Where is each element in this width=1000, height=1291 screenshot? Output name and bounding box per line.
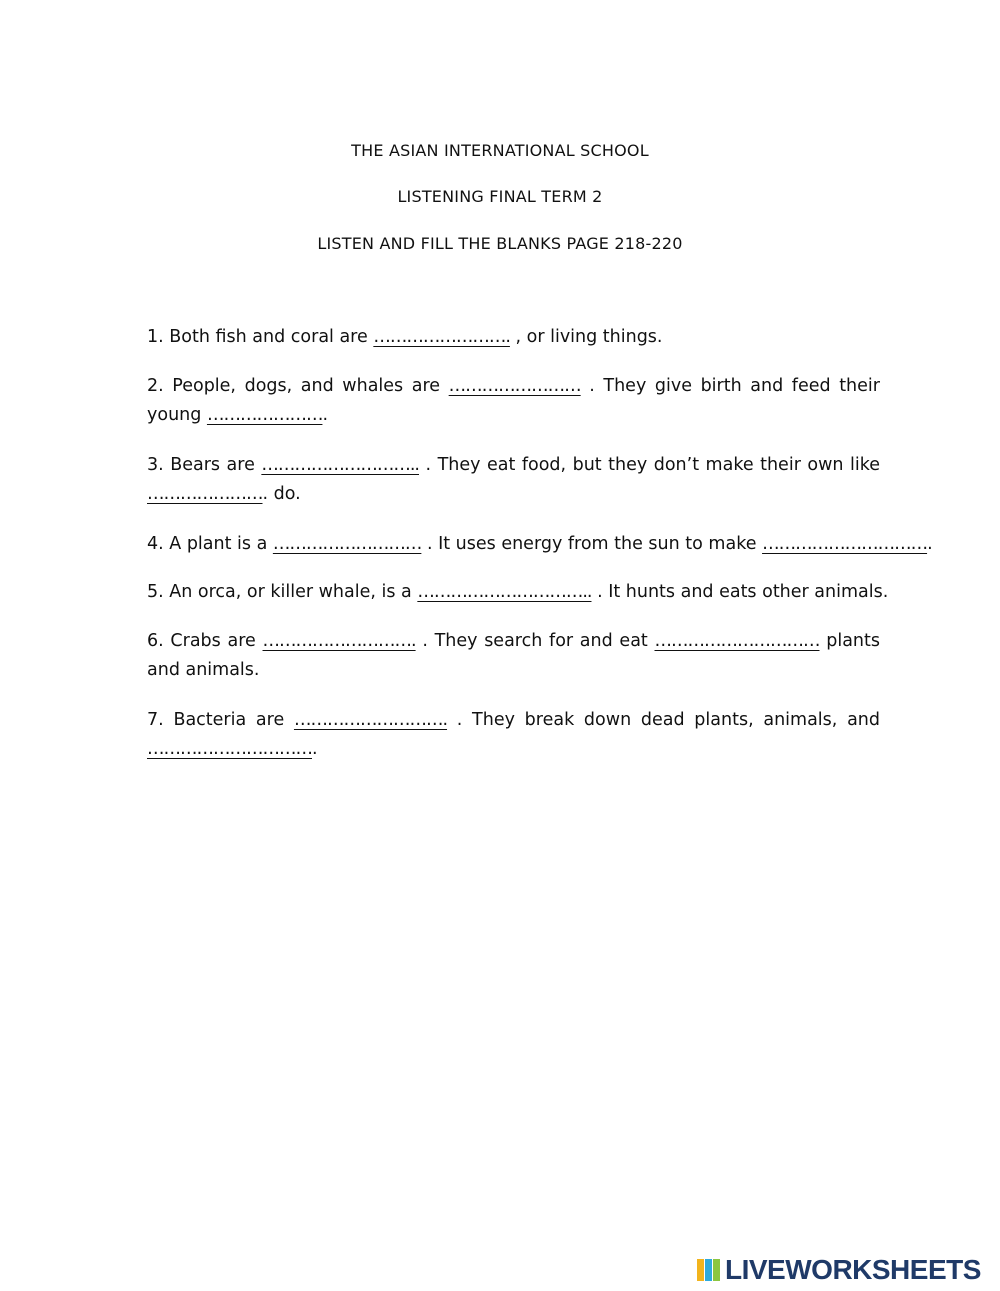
question-number: 7. — [147, 710, 164, 730]
question-text: A plant is a — [169, 534, 268, 554]
answer-blank-3b[interactable]: ………………… — [147, 484, 263, 504]
question-number: 3. — [147, 455, 164, 475]
question-text: People, dogs, and whales are — [172, 376, 441, 396]
brand-mark-icon — [697, 1259, 721, 1281]
question-text: , or living things. — [515, 327, 663, 347]
question-text: . They eat food, but they don’t make their own like — [425, 455, 880, 475]
question-2 — [147, 372, 880, 430]
question-text: An orca, or killer whale, is a — [169, 582, 412, 602]
question-text: Both fish and coral are — [169, 327, 368, 347]
instruction-line: LISTEN AND FILL THE BLANKS PAGE 218-220 — [317, 234, 683, 253]
liveworksheets-logo[interactable] — [697, 1255, 981, 1285]
question-number: 5. — [147, 582, 164, 602]
answer-blank-7a[interactable]: ………………………. — [293, 710, 448, 730]
question-5 — [147, 578, 889, 607]
question-number: 6. — [147, 631, 164, 651]
test-title: LISTENING FINAL TERM 2 — [397, 187, 603, 206]
answer-blank-6b[interactable]: ………………………… — [654, 631, 820, 651]
answer-blank-4a[interactable]: ……………………… — [272, 534, 422, 554]
answer-blank-2b[interactable]: ………………… — [206, 405, 323, 425]
question-text: . It hunts and eats other animals. — [597, 582, 889, 602]
brand-mark-bar — [705, 1259, 712, 1281]
question-number: 4. — [147, 534, 164, 554]
answer-blank-2a[interactable]: …………………… — [448, 376, 581, 396]
question-1 — [147, 323, 880, 352]
brand-mark-bar — [697, 1259, 704, 1281]
question-text: . — [927, 534, 933, 554]
question-text: . do. — [262, 484, 301, 504]
answer-blank-7b[interactable]: ………………………… — [147, 739, 312, 759]
question-4 — [147, 530, 933, 559]
answer-blank-3a[interactable]: ……………………….. — [261, 455, 419, 475]
answer-blank-6a[interactable]: ………………………. — [262, 631, 416, 651]
question-text: . It uses energy from the sun to make — [426, 534, 757, 554]
question-text: Bacteria are — [173, 710, 285, 730]
question-text: Bears are — [170, 455, 255, 475]
question-text: plants and animals. — [147, 631, 880, 680]
question-text: . — [312, 739, 318, 759]
school-name: THE ASIAN INTERNATIONAL SCHOOL — [351, 141, 649, 160]
question-text: . They search for and eat — [422, 631, 648, 651]
question-3 — [147, 451, 880, 509]
question-text: . They give birth and feed their young — [147, 376, 880, 425]
question-7 — [147, 706, 880, 764]
question-number: 2. — [147, 376, 164, 396]
question-text: . — [322, 405, 329, 425]
answer-blank-1[interactable]: ……………………. — [373, 327, 510, 347]
question-text: Crabs are — [170, 631, 256, 651]
answer-blank-5[interactable]: ………………………….. — [417, 582, 592, 602]
question-6 — [147, 627, 880, 685]
question-number: 1. — [147, 327, 164, 347]
brand-mark-bar — [713, 1259, 720, 1281]
answer-blank-4b[interactable]: ………………………… — [762, 534, 928, 554]
question-text: . They break down dead plants, animals, and — [456, 710, 880, 730]
brand-name: LIVEWORKSHEETS — [725, 1254, 981, 1285]
